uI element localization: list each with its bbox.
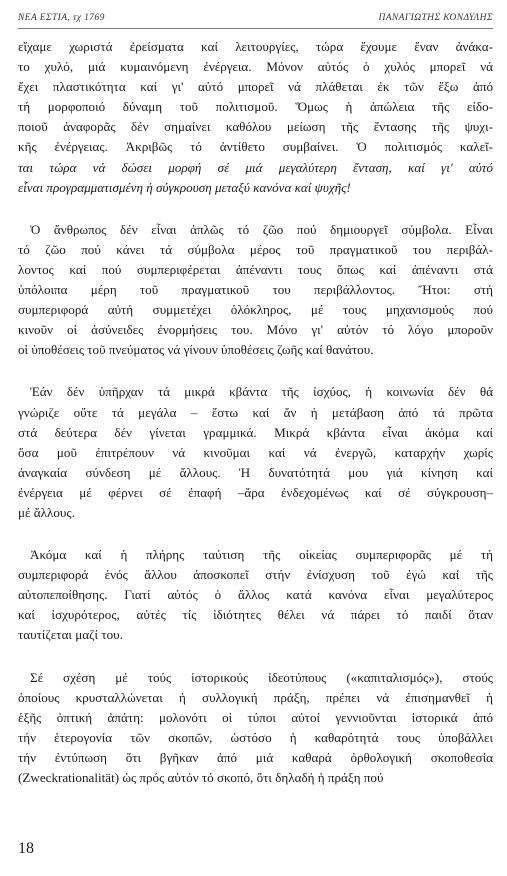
text-line: ται τώρα νά δώσει μορφή σέ μιά μεγαλύτερη ἔνταση, καί γι' αὐτό <box>18 159 493 175</box>
paragraph-gap <box>18 360 493 382</box>
paragraph <box>18 668 493 789</box>
paragraph-gap <box>18 646 493 668</box>
header-rule <box>18 28 493 29</box>
paragraph <box>18 545 493 645</box>
text-line: μέ ἄλλους. <box>18 504 75 520</box>
text-line: συμπεριφορά ἑνός ἄλλου ἀποσκοπεῖ στήν ἐνίσχυση τοῦ ἐγώ καί τῆς <box>18 567 493 583</box>
text-line: Ἀκόμα καί ἡ πλήρης ταύτιση τῆς οἰκείας συμπεριφορᾶς μέ τή <box>30 547 493 563</box>
paragraph-gap <box>18 198 493 220</box>
text-line: ἀναγκαία σύνδεση μέ ἄλλους. Ἡ δυνατότητά μου γιά κίνηση καί <box>18 464 493 480</box>
text-line: τό ζῶο πού κάνει τά σύμβολα μέρος τοῦ πραγματικοῦ του περιβάλ- <box>18 241 493 257</box>
text-line: συμπεριφορά αὐτή συμμετέχει ὁλόκληρος, μέ τους μηχανισμούς πού <box>18 302 493 318</box>
text-line: τήν ἑτερογονία τῶν σκοπῶν, ὡστόσο ἡ καθαρότητά τους ὑποβάλλει <box>18 729 493 745</box>
paragraph <box>18 382 493 523</box>
text-line: ὅσα μοῦ ἐπιτρέπουν νά κινοῦμαι καί νά ἐνεργῶ, καταρχήν χωρίς <box>18 444 493 460</box>
paragraph-gap <box>18 523 493 545</box>
text-line: Ὁ ἄνθρωπος δέν εἶναι ἁπλῶς τό ζῶο πού δημιουργεῖ σύμβολα. Εἶναι <box>30 221 493 237</box>
text-line: ἔχει πλαστικότητα καί γι' αὐτό μπορεῖ νά πλάθεται ἐκ τῶν ἔξω ἀπό <box>18 79 493 95</box>
text-line: ποιοῦ ἀναφορᾶς δέν σημαίνει καθόλου μείωση τῆς ἔντασης τῆς ψυχι- <box>18 119 493 135</box>
text-line: οἱ ὑποθέσεις τοῦ πνεύματος νά γίνουν ὑποθέσεις ζωῆς καί θανάτου. <box>18 342 374 358</box>
text-line: γνώριζε οὔτε τά μεγάλα – ἔστω καί ἄν ἡ μετάβαση ἀπό τά πρῶτα <box>18 404 493 420</box>
paragraph <box>18 37 493 198</box>
text-line: Ἐάν δέν ὑπῆρχαν τά μικρά κβάντα τῆς ἰσχύος, ἡ κοινωνία δέν θά <box>30 384 493 400</box>
text-line: ἐνέργεια μέ φέρνει σέ ἐπαφή –ἄρα ἐνδεχομένως καί σέ σύγκρουση– <box>18 484 493 500</box>
text-line: το χυλό, μιά κυμαινόμενη ἐνέργεια. Μόνον αὐτός ὁ χυλός μπορεῖ νά <box>18 59 493 75</box>
text-line: ἑξῆς ὀπτική ἀπάτη: μολονότι οἱ τύποι αὐτοί γεννιοῦνται ἱστορικά ἀπό <box>18 709 493 725</box>
text-line: καί ἰσχυρότερος, αὐτές τίς ἰδιότητες θέλει νά πάρει τό παιδί ὅταν <box>18 607 493 623</box>
running-head-author: ΠΑΝΑΓΙΩΤΗΣ ΚΟΝΔΥΛΗΣ <box>378 13 493 23</box>
text-line: αὐτοπεποίθησης. Γιατί αὐτός ὁ ἄλλος κατά κανόνα εἶναι μεγαλύτερος <box>18 587 493 603</box>
text-line: ὑπόλοιπα μέρη τοῦ πραγματικοῦ του περιβάλλοντος. Ἤτοι: στή <box>18 282 493 298</box>
body-text <box>18 37 493 788</box>
text-line: Σέ σχέση μέ τούς ἱστορικούς ἰδεοτύπους («καπιταλισμός»), στούς <box>30 669 493 685</box>
text-line: εἶναι προγραμματισμένη ἡ σύγκρουση μεταξύ κανόνα καί ψυχῆς! <box>18 179 351 195</box>
running-head-journal: ΝΕΑ ΕΣΤΙΑ, τχ 1769 <box>18 13 105 23</box>
text-line: (Zweckrationalität) ὡς πρός αὐτόν τό σκοπό, ὅτι δηλαδή ἡ πράξη πού <box>18 770 384 785</box>
text-line: τή μορφοποιό δύναμη τοῦ πολιτισμοῦ. Ὅμως ἡ ἀπώλεια τῆς εἰδο- <box>18 99 493 115</box>
page-number: 18 <box>18 840 34 857</box>
paragraph <box>18 220 493 361</box>
text-line: τήν ἐντύπωση ὅτι βγῆκαν ἀπό μιά καθαρά ὀρθολογική σκοποθεσία <box>18 749 493 765</box>
text-line: λοντος καί πού συμπεριφέρεται ἀπέναντι τους ὅπως καί ἀπέναντι στά <box>18 261 493 277</box>
text-line: κῆς ἐνέργειας. Ἀκριβῶς τό ἀντίθετο συμβαίνει. Ὁ πολιτισμός καλεῖ- <box>18 139 493 155</box>
text-line: εἴχαμε χωριστά ἐρείσματα καί λειτουργίες, τώρα ἔχουμε ἕναν ἀνάκα- <box>18 39 493 54</box>
text-line: στά δεύτερα δέν γίνεται γραμμικά. Μικρά κβάντα εἶναι ἀκόμα καί <box>18 424 493 440</box>
text-line: ταυτίζεται μαζί του. <box>18 627 123 643</box>
text-line: κινοῦν οἱ ἀσύνειδες ἐνορμήσεις του. Μόνο γι' αὐτόν τό λόγο μποροῦν <box>18 322 493 338</box>
text-line: ὁποίους κρυσταλλώνεται ἡ συλλογική πράξη, πρέπει νά ἐπισημανθεῖ ἡ <box>18 689 493 705</box>
running-head <box>18 13 493 29</box>
